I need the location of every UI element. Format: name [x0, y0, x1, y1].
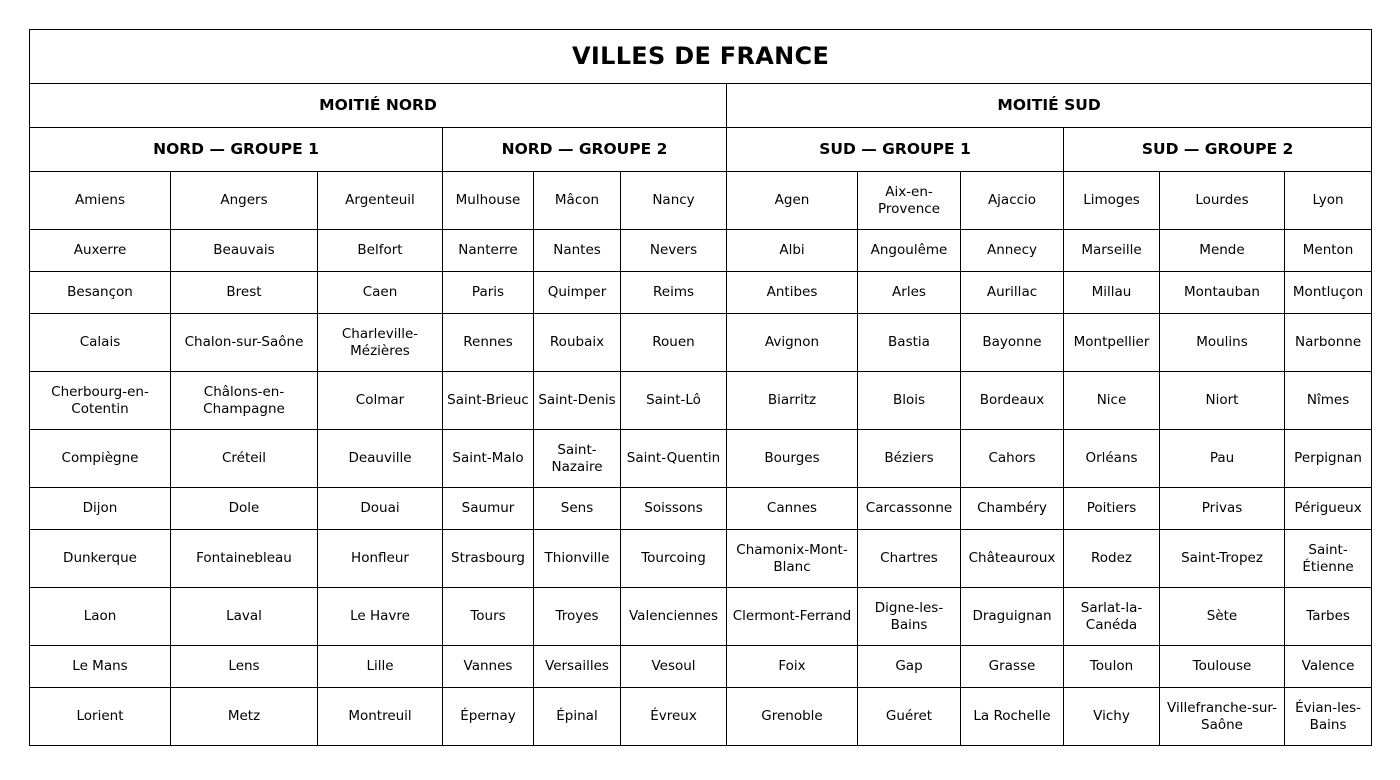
city-cell: Argenteuil: [318, 172, 443, 230]
table-body: [30, 172, 1372, 746]
city-cell: Colmar: [318, 372, 443, 430]
city-cell: Vannes: [443, 646, 534, 688]
city-cell: Auxerre: [30, 230, 171, 272]
city-cell: Versailles: [534, 646, 621, 688]
city-cell: Nîmes: [1285, 372, 1372, 430]
cities-table: [29, 29, 1372, 746]
city-cell: Brest: [171, 272, 318, 314]
city-cell: Thionville: [534, 530, 621, 588]
city-cell: Dijon: [30, 488, 171, 530]
city-cell: Pau: [1160, 430, 1285, 488]
city-cell: Caen: [318, 272, 443, 314]
city-cell: Aurillac: [961, 272, 1064, 314]
city-cell: Saint-Étienne: [1285, 530, 1372, 588]
city-cell: Limoges: [1064, 172, 1160, 230]
city-cell: Foix: [727, 646, 858, 688]
city-cell: Annecy: [961, 230, 1064, 272]
city-cell: Créteil: [171, 430, 318, 488]
table-row: [30, 646, 1372, 688]
city-cell: Compiègne: [30, 430, 171, 488]
city-cell: Rouen: [621, 314, 727, 372]
city-cell: Évian-les-Bains: [1285, 688, 1372, 746]
city-cell: Biarritz: [727, 372, 858, 430]
city-cell: Reims: [621, 272, 727, 314]
city-cell: Saint-Denis: [534, 372, 621, 430]
city-cell: Chamonix-Mont-Blanc: [727, 530, 858, 588]
city-cell: Lyon: [1285, 172, 1372, 230]
half-header-north: MOITIÉ NORD: [30, 84, 727, 128]
city-cell: Gap: [858, 646, 961, 688]
city-cell: Laon: [30, 588, 171, 646]
city-cell: Saint-Malo: [443, 430, 534, 488]
city-cell: Sens: [534, 488, 621, 530]
city-cell: Lens: [171, 646, 318, 688]
group-header-north-2: NORD — GROUPE 2: [443, 128, 727, 172]
city-cell: Clermont-Ferrand: [727, 588, 858, 646]
city-cell: Nancy: [621, 172, 727, 230]
city-cell: Rennes: [443, 314, 534, 372]
city-cell: Blois: [858, 372, 961, 430]
table-title: VILLES DE FRANCE: [30, 30, 1372, 84]
city-cell: Angers: [171, 172, 318, 230]
city-cell: Valenciennes: [621, 588, 727, 646]
city-cell: Bayonne: [961, 314, 1064, 372]
cities-table-container: [29, 29, 1371, 746]
city-cell: Cahors: [961, 430, 1064, 488]
city-cell: Perpignan: [1285, 430, 1372, 488]
city-cell: Metz: [171, 688, 318, 746]
table-row: [30, 314, 1372, 372]
city-cell: Montluçon: [1285, 272, 1372, 314]
city-cell: Lourdes: [1160, 172, 1285, 230]
city-cell: Moulins: [1160, 314, 1285, 372]
city-cell: Saint-Nazaire: [534, 430, 621, 488]
city-cell: Villefranche-sur-Saône: [1160, 688, 1285, 746]
table-row: [30, 272, 1372, 314]
city-cell: Niort: [1160, 372, 1285, 430]
city-cell: Saint-Brieuc: [443, 372, 534, 430]
city-cell: Menton: [1285, 230, 1372, 272]
table-row: [30, 530, 1372, 588]
city-cell: Lille: [318, 646, 443, 688]
table-row: [30, 588, 1372, 646]
city-cell: Valence: [1285, 646, 1372, 688]
city-cell: Digne-les-Bains: [858, 588, 961, 646]
city-cell: Calais: [30, 314, 171, 372]
city-cell: Quimper: [534, 272, 621, 314]
city-cell: Honfleur: [318, 530, 443, 588]
city-cell: Vichy: [1064, 688, 1160, 746]
city-cell: Bastia: [858, 314, 961, 372]
group-header-south-2: SUD — GROUPE 2: [1064, 128, 1372, 172]
city-cell: Évreux: [621, 688, 727, 746]
city-cell: Marseille: [1064, 230, 1160, 272]
city-cell: Montauban: [1160, 272, 1285, 314]
table-row: [30, 172, 1372, 230]
city-cell: Laval: [171, 588, 318, 646]
city-cell: Amiens: [30, 172, 171, 230]
city-cell: Narbonne: [1285, 314, 1372, 372]
city-cell: Rodez: [1064, 530, 1160, 588]
table-row: [30, 372, 1372, 430]
city-cell: Épernay: [443, 688, 534, 746]
group-header-south-1: SUD — GROUPE 1: [727, 128, 1064, 172]
city-cell: Sarlat-la-Canéda: [1064, 588, 1160, 646]
table-row: [30, 230, 1372, 272]
city-cell: La Rochelle: [961, 688, 1064, 746]
city-cell: Orléans: [1064, 430, 1160, 488]
city-cell: Soissons: [621, 488, 727, 530]
city-cell: Le Mans: [30, 646, 171, 688]
table-row: [30, 430, 1372, 488]
group-header-north-1: NORD — GROUPE 1: [30, 128, 443, 172]
city-cell: Douai: [318, 488, 443, 530]
city-cell: Deauville: [318, 430, 443, 488]
city-cell: Arles: [858, 272, 961, 314]
city-cell: Chalon-sur-Saône: [171, 314, 318, 372]
city-cell: Toulouse: [1160, 646, 1285, 688]
city-cell: Nanterre: [443, 230, 534, 272]
city-cell: Carcassonne: [858, 488, 961, 530]
city-cell: Ajaccio: [961, 172, 1064, 230]
city-cell: Charleville-Mézières: [318, 314, 443, 372]
city-cell: Agen: [727, 172, 858, 230]
city-cell: Paris: [443, 272, 534, 314]
city-cell: Angoulême: [858, 230, 961, 272]
city-cell: Aix-en-Provence: [858, 172, 961, 230]
city-cell: Épinal: [534, 688, 621, 746]
city-cell: Saumur: [443, 488, 534, 530]
city-cell: Dunkerque: [30, 530, 171, 588]
city-cell: Poitiers: [1064, 488, 1160, 530]
city-cell: Troyes: [534, 588, 621, 646]
city-cell: Vesoul: [621, 646, 727, 688]
city-cell: Nantes: [534, 230, 621, 272]
city-cell: Nice: [1064, 372, 1160, 430]
city-cell: Périgueux: [1285, 488, 1372, 530]
city-cell: Grenoble: [727, 688, 858, 746]
city-cell: Guéret: [858, 688, 961, 746]
table-row: [30, 688, 1372, 746]
city-cell: Châlons-en-Champagne: [171, 372, 318, 430]
city-cell: Draguignan: [961, 588, 1064, 646]
city-cell: Bourges: [727, 430, 858, 488]
city-cell: Mâcon: [534, 172, 621, 230]
city-cell: Antibes: [727, 272, 858, 314]
city-cell: Tourcoing: [621, 530, 727, 588]
city-cell: Sète: [1160, 588, 1285, 646]
city-cell: Privas: [1160, 488, 1285, 530]
city-cell: Roubaix: [534, 314, 621, 372]
city-cell: Le Havre: [318, 588, 443, 646]
city-cell: Tours: [443, 588, 534, 646]
city-cell: Mulhouse: [443, 172, 534, 230]
city-cell: Chambéry: [961, 488, 1064, 530]
city-cell: Béziers: [858, 430, 961, 488]
city-cell: Tarbes: [1285, 588, 1372, 646]
city-cell: Nevers: [621, 230, 727, 272]
city-cell: Besançon: [30, 272, 171, 314]
city-cell: Saint-Tropez: [1160, 530, 1285, 588]
half-header-south: MOITIÉ SUD: [727, 84, 1372, 128]
city-cell: Grasse: [961, 646, 1064, 688]
city-cell: Dole: [171, 488, 318, 530]
city-cell: Beauvais: [171, 230, 318, 272]
city-cell: Strasbourg: [443, 530, 534, 588]
city-cell: Millau: [1064, 272, 1160, 314]
city-cell: Chartres: [858, 530, 961, 588]
city-cell: Châteauroux: [961, 530, 1064, 588]
city-cell: Cherbourg-en-Cotentin: [30, 372, 171, 430]
city-cell: Lorient: [30, 688, 171, 746]
city-cell: Cannes: [727, 488, 858, 530]
city-cell: Bordeaux: [961, 372, 1064, 430]
city-cell: Montpellier: [1064, 314, 1160, 372]
city-cell: Saint-Lô: [621, 372, 727, 430]
city-cell: Saint-Quentin: [621, 430, 727, 488]
city-cell: Avignon: [727, 314, 858, 372]
city-cell: Mende: [1160, 230, 1285, 272]
city-cell: Montreuil: [318, 688, 443, 746]
city-cell: Fontainebleau: [171, 530, 318, 588]
city-cell: Albi: [727, 230, 858, 272]
city-cell: Belfort: [318, 230, 443, 272]
table-row: [30, 488, 1372, 530]
city-cell: Toulon: [1064, 646, 1160, 688]
